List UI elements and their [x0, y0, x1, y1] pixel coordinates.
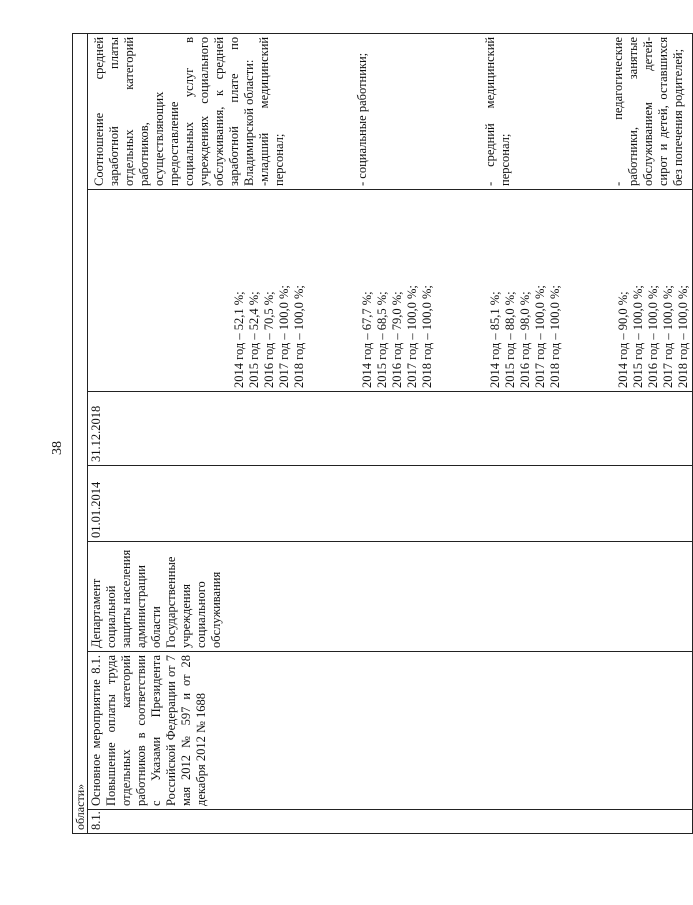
executor: Департамент социальной защиты населения администрации области Государственные учреждения социального обслуживания [88, 542, 693, 652]
header-fragment-row [73, 33, 88, 833]
value-group [232, 193, 360, 388]
value-line: 2016 год – 70,5 %; [262, 291, 277, 388]
rotated-table-area [72, 34, 691, 834]
value-line: 2018 год – 100,0 %; [420, 285, 435, 388]
page-number: 38 [50, 441, 65, 455]
value-line: 2018 год – 100,0 %; [676, 285, 691, 388]
indicator-title: Соотношение средней заработной платы отдельных категорий работников, осуществляющих предоставление социальных услуг в учреждениях социального обслуживания, к средней заработной плате по Владимирской области: [92, 36, 257, 186]
value-line: 2014 год – 85,1 %; [488, 291, 503, 388]
event-description: Основное мероприятие 8.1. Повышение оплаты труда отдельных категорий работников в соответствии с Указами Президента Российской Федерации от 7 мая 2012 № 597 и от 28 декабря 2012 № 1688 [88, 652, 693, 810]
value-line: 2017 год – 100,0 %; [661, 285, 676, 388]
group-name: - социальные работники; [355, 52, 370, 186]
row-number: 8.1. [88, 810, 693, 834]
value-line: 2017 год – 100,0 %; [277, 285, 292, 388]
table-row [88, 33, 693, 833]
value-line: 2015 год – 100,0 %; [631, 285, 646, 388]
group-name: -младший медицинский персонал; [257, 36, 287, 186]
value-group [488, 193, 616, 388]
value-group [616, 193, 691, 388]
value-line: 2016 год – 98,0 %; [518, 291, 533, 388]
value-line: 2017 год – 100,0 %; [405, 285, 420, 388]
end-date: 31.12.2018 [88, 392, 693, 466]
value-line: 2018 год – 100,0 %; [292, 285, 307, 388]
value-line: 2018 год – 100,0 %; [548, 285, 563, 388]
indicator-description [88, 33, 693, 189]
start-date: 01.01.2014 [88, 466, 693, 542]
value-line: 2014 год – 52,1 %; [232, 291, 247, 388]
value-line: 2016 год – 79,0 %; [390, 291, 405, 388]
value-line: 2017 год – 100,0 %; [533, 285, 548, 388]
value-line: 2014 год – 90,0 %; [616, 291, 631, 388]
group-name: - педагогические работники, занятые обслуживанием детей-сирот и детей, оставшихся без попечения родителей; [611, 36, 686, 186]
group-name: - средний медицинский персонал; [483, 36, 513, 186]
value-line: 2015 год – 52,4 %; [247, 291, 262, 388]
value-line: 2014 год – 67,7 %; [360, 291, 375, 388]
value-group [360, 193, 488, 388]
value-line: 2015 год – 68,5 %; [375, 291, 390, 388]
header-fragment: области» [73, 33, 88, 833]
value-line: 2016 год – 100,0 %; [646, 285, 661, 388]
indicator-values [88, 190, 693, 392]
program-table [72, 33, 693, 834]
value-line: 2015 год – 88,0 %; [503, 291, 518, 388]
